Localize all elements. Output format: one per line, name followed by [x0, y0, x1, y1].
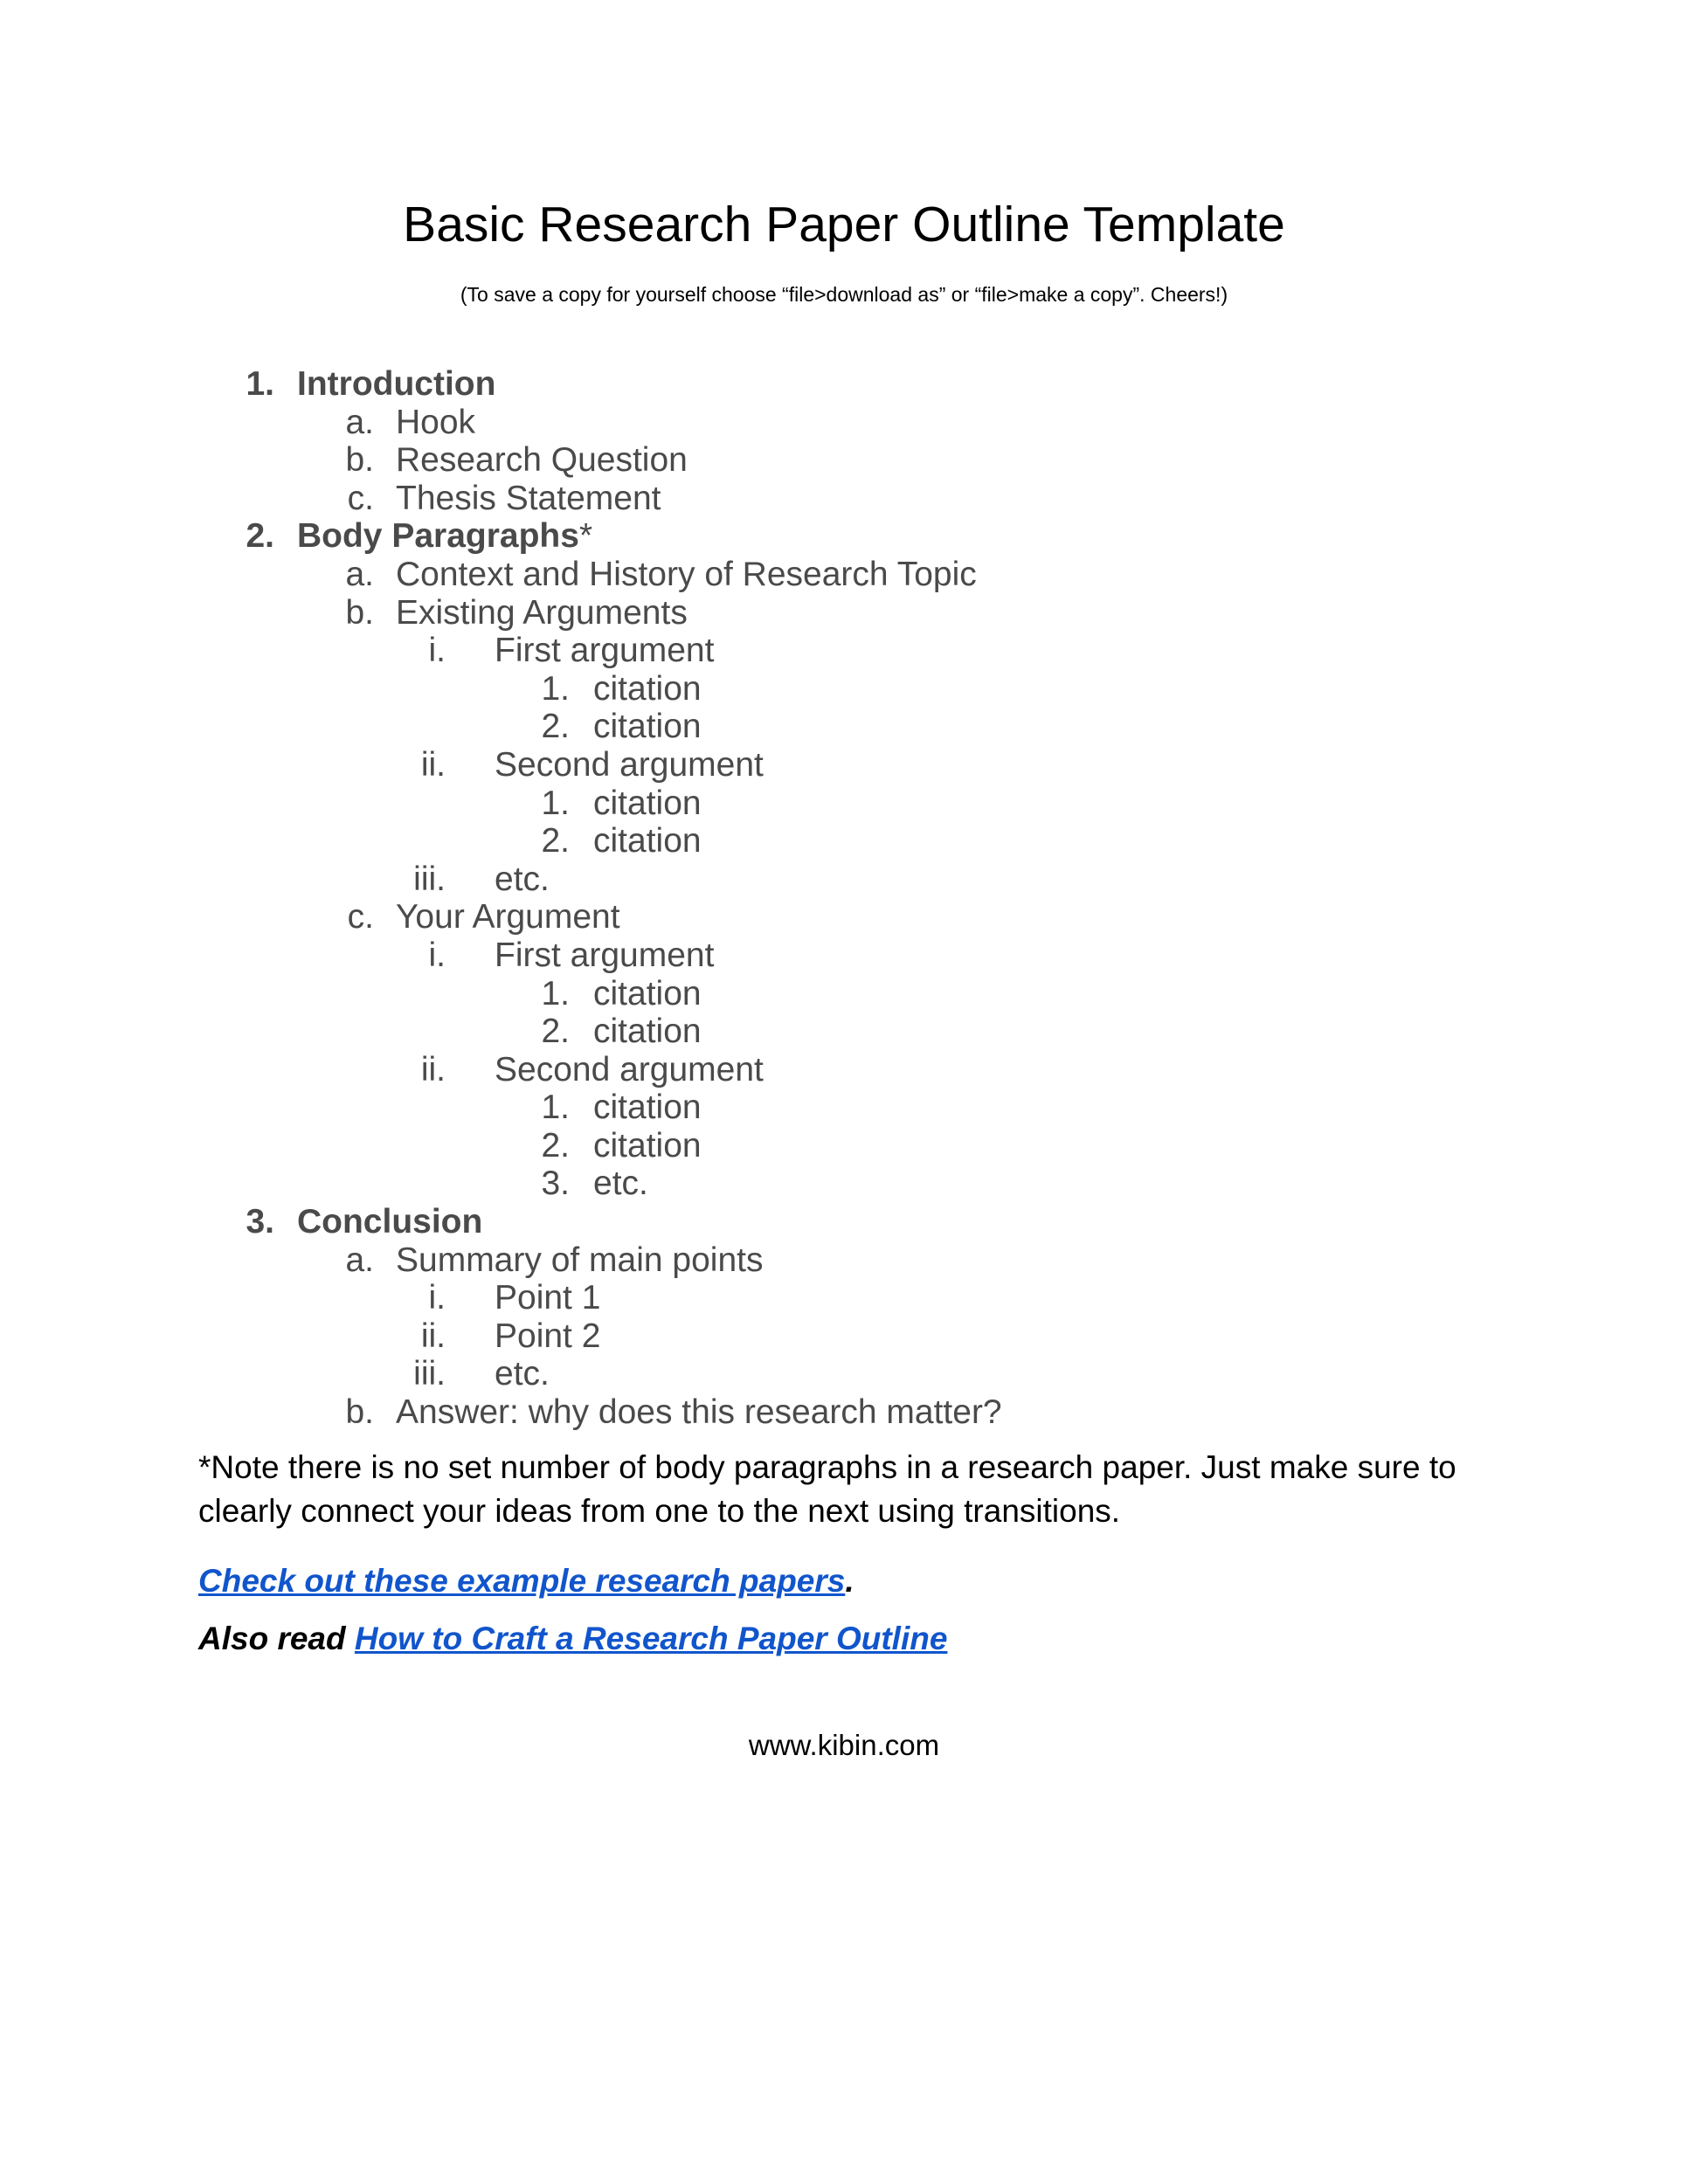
body-paragraphs-note: *Note there is no set number of body paragraphs in a research paper. Just make sure to clearly connect your ideas from one to the next using transitions.	[198, 1449, 1456, 1529]
outline-text	[495, 1355, 550, 1393]
outline-text	[495, 632, 714, 670]
outline-label: Thesis Statement	[396, 479, 661, 517]
outline-marker: a.	[345, 403, 374, 441]
outline-marker: 1.	[541, 669, 570, 708]
footnote-asterisk: *	[578, 517, 593, 556]
outline-label: citation	[593, 1089, 702, 1127]
outline-marker: 3.	[541, 1165, 570, 1203]
outline-text	[495, 746, 764, 784]
outline-label: First argument	[495, 632, 715, 670]
document-title: Basic Research Paper Outline Template	[403, 197, 1285, 252]
outline-text	[593, 670, 702, 708]
save-copy-instructions: (To save a copy for yourself choose “file>download as” or “file>make a copy”. Cheers!)	[460, 283, 1228, 306]
outline-item-level-4	[0, 708, 1688, 746]
also-read-prefix: Also read	[198, 1621, 355, 1656]
outline-label: Introduction	[297, 365, 496, 403]
outline-label: citation	[593, 708, 702, 746]
outline-label: Context and History of Research Topic	[396, 555, 977, 593]
outline-text	[495, 860, 550, 899]
footer-url: www.kibin.com	[748, 1729, 940, 1761]
outline-item-level-2	[0, 480, 1688, 518]
outline-marker: 3.	[246, 1203, 274, 1241]
outline-marker: 2.	[541, 1126, 570, 1165]
outline-label: Existing Arguments	[396, 593, 688, 632]
outline-text	[297, 365, 495, 404]
outline-marker: 2.	[541, 1013, 570, 1051]
outline-label: citation	[593, 974, 702, 1013]
outline-label: Research Question	[396, 441, 688, 480]
outline-item-level-4	[0, 1165, 1688, 1203]
outline-text	[297, 517, 592, 556]
outline-item-level-1	[0, 517, 1688, 556]
outline-text	[593, 784, 702, 823]
example-papers-link[interactable]: Check out these example research papers	[198, 1563, 846, 1599]
outline-item-level-4	[0, 1127, 1688, 1165]
outline-text	[396, 1393, 1002, 1432]
outline-marker: c.	[347, 479, 374, 517]
outline-item-level-4	[0, 670, 1688, 708]
outline-item-level-4	[0, 822, 1688, 860]
outline-marker: i.	[428, 632, 446, 670]
outline-marker: 1.	[541, 784, 570, 822]
outline-item-level-2	[0, 441, 1688, 480]
outline-label: citation	[593, 1126, 702, 1165]
outline-marker: 2.	[541, 708, 570, 746]
outline-text	[593, 1165, 648, 1203]
craft-outline-link[interactable]: How to Craft a Research Paper Outline	[354, 1621, 948, 1656]
outline-item-level-3	[0, 1317, 1688, 1356]
outline-item-level-4	[0, 1089, 1688, 1127]
outline-label: citation	[593, 669, 702, 708]
example-papers-period: .	[845, 1563, 854, 1599]
outline-marker: iii.	[413, 1355, 446, 1393]
outline-text	[495, 1279, 600, 1317]
outline-item-level-3	[0, 1279, 1688, 1317]
outline-item-level-4	[0, 1013, 1688, 1051]
outline-label: Hook	[396, 403, 476, 441]
outline-item-level-1	[0, 1203, 1688, 1241]
outline-item-level-3	[0, 1355, 1688, 1393]
outline-label: Your Argument	[396, 898, 620, 936]
outline-label: citation	[593, 1013, 702, 1051]
outline-text	[593, 1013, 702, 1051]
outline-text	[396, 441, 688, 480]
outline-item-level-1	[0, 365, 1688, 404]
outline-label: citation	[593, 822, 702, 860]
outline-label: citation	[593, 784, 702, 822]
outline-item-level-2	[0, 594, 1688, 632]
outline-text	[396, 1241, 764, 1280]
outline-item-level-4	[0, 975, 1688, 1013]
outline-marker: i.	[428, 1279, 446, 1317]
outline-marker: 2.	[541, 822, 570, 860]
outline-text	[396, 898, 620, 936]
outline-text	[495, 1317, 600, 1356]
outline-item-level-2	[0, 556, 1688, 594]
outline-label: etc.	[593, 1165, 648, 1203]
outline-label: Point 2	[495, 1317, 601, 1355]
outline-marker: i.	[428, 936, 446, 974]
outline-marker: b.	[345, 593, 374, 632]
outline-text	[396, 480, 661, 518]
outline-marker: b.	[345, 441, 374, 480]
outline-label: Second argument	[495, 1050, 764, 1089]
outline-marker: 1.	[541, 974, 570, 1013]
outline-text	[593, 708, 702, 746]
outline-marker: a.	[345, 555, 374, 593]
outline-item-level-2	[0, 404, 1688, 442]
outline-marker: a.	[345, 1241, 374, 1279]
outline-label: Answer: why does this research matter?	[396, 1393, 1002, 1432]
outline-item-level-4	[0, 784, 1688, 823]
outline-label: etc.	[495, 1355, 550, 1393]
outline-marker: ii.	[420, 1317, 446, 1355]
outline-item-level-3	[0, 860, 1688, 899]
outline-marker: c.	[347, 898, 374, 936]
outline-item-level-2	[0, 898, 1688, 936]
outline-item-level-3	[0, 632, 1688, 670]
outline-text	[593, 975, 702, 1013]
outline-marker: b.	[345, 1393, 374, 1432]
outline-marker: iii.	[413, 860, 446, 898]
also-read-line	[198, 1617, 947, 1661]
outline-item-level-3	[0, 936, 1688, 975]
outline-text	[396, 594, 688, 632]
outline-label: Point 1	[495, 1279, 601, 1317]
outline-item-level-3	[0, 1051, 1688, 1089]
outline-item-level-3	[0, 746, 1688, 784]
outline-label: First argument	[495, 936, 715, 974]
outline-label: etc.	[495, 860, 550, 898]
outline-marker: 2.	[246, 517, 274, 556]
outline-text	[495, 936, 714, 975]
outline-label: Body Paragraphs	[297, 517, 579, 556]
outline-text	[396, 404, 475, 442]
outline-text	[593, 1127, 702, 1165]
outline-item-level-2	[0, 1241, 1688, 1280]
outline-text	[297, 1203, 482, 1241]
outline-text	[396, 556, 977, 594]
outline-label: Second argument	[495, 745, 764, 784]
outline-text	[593, 822, 702, 860]
outline-marker: 1.	[246, 365, 274, 403]
example-papers-line	[198, 1559, 854, 1603]
outline-marker: ii.	[420, 1050, 446, 1089]
outline-text	[593, 1089, 702, 1127]
outline-label: Conclusion	[297, 1203, 483, 1241]
outline-list	[0, 365, 1688, 1432]
outline-item-level-2	[0, 1393, 1688, 1432]
outline-text	[495, 1051, 764, 1089]
outline-marker: 1.	[541, 1089, 570, 1127]
outline-marker: ii.	[420, 745, 446, 784]
outline-label: Summary of main points	[396, 1241, 764, 1279]
